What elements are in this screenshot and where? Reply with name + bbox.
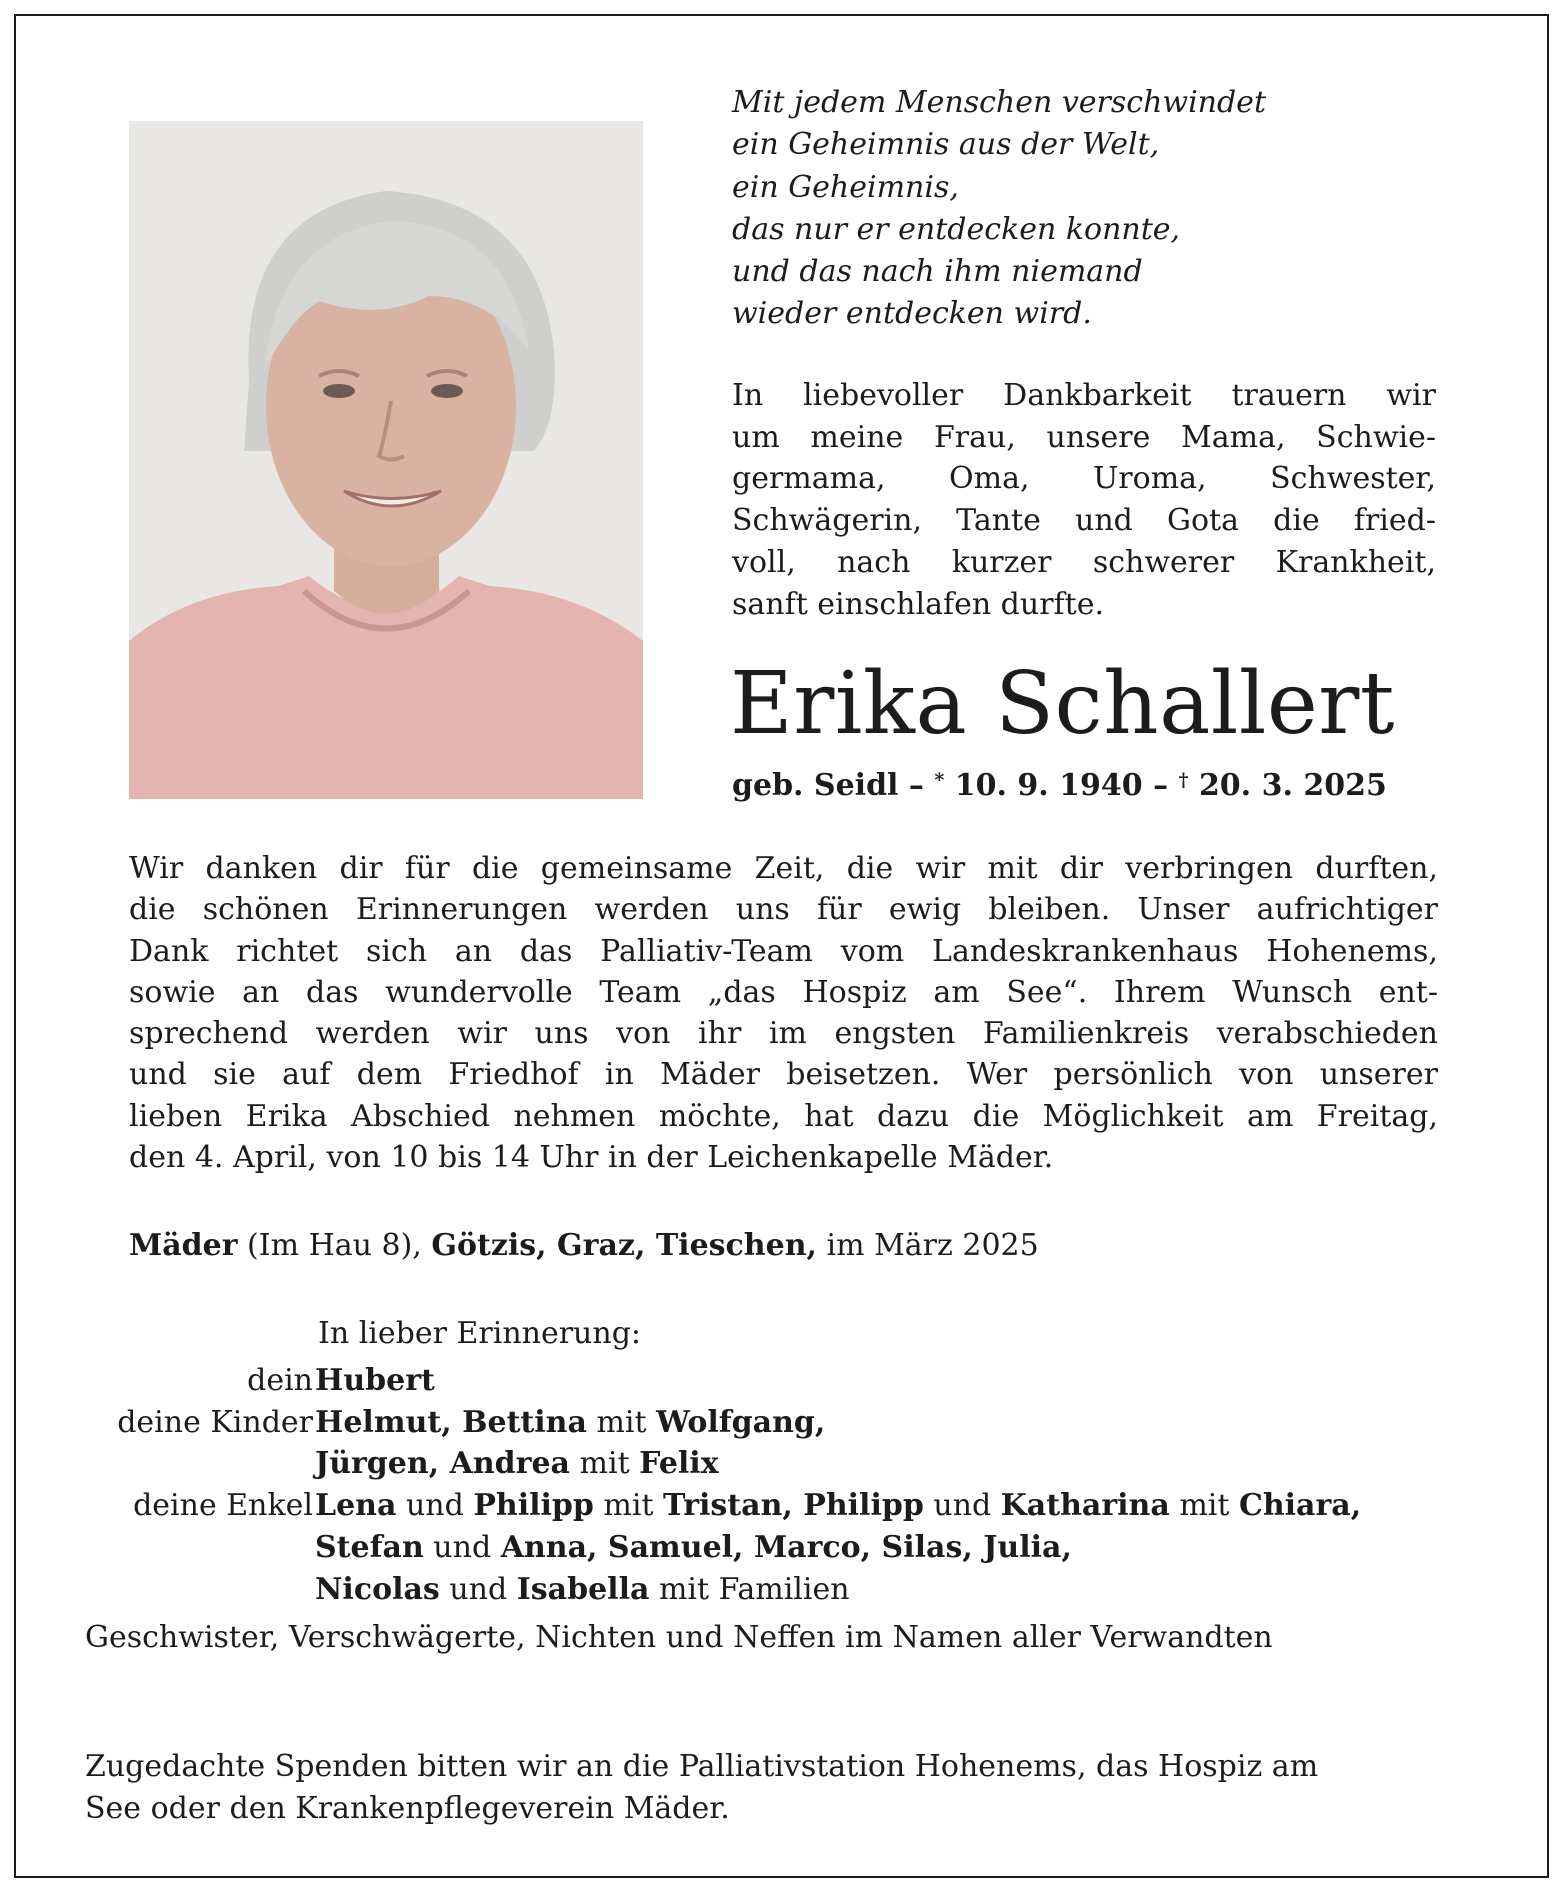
places-line: [129, 1228, 1039, 1263]
family-relation-label: [60, 1527, 315, 1569]
family-member-name: Wolfgang,: [656, 1404, 826, 1440]
intro-line: sanft einschlafen durfte.: [732, 586, 1104, 622]
family-member-name: Nicolas: [315, 1571, 440, 1607]
family-row: [60, 1569, 1361, 1611]
family-list: [60, 1360, 1361, 1610]
donation-note: [85, 1746, 1485, 1829]
family-member-name: Tristan, Philipp: [663, 1488, 924, 1524]
thanks-line: den 4. April, von 10 bis 14 Uhr in der Leichenkapelle Mäder.: [129, 1140, 1054, 1176]
family-relation-label: [60, 1569, 315, 1611]
family-names: [315, 1443, 719, 1485]
donation-line: Zugedachte Spenden bitten wir an die Palliativstation Hohenems, das Hospiz am: [85, 1749, 1319, 1784]
birth-symbol: *: [934, 769, 945, 791]
family-connector: und: [923, 1488, 1001, 1524]
family-relation-label: deine Enkel: [133, 1488, 313, 1524]
birth-name: geb. Seidl –: [732, 768, 924, 803]
poem-line: Mit jedem Menschen verschwindet: [732, 85, 1266, 120]
poem-line: ein Geheimnis,: [732, 169, 959, 205]
family-row: [60, 1402, 1361, 1444]
thanks-line: die schönen Erinnerungen werden uns für ewig bleiben. Unser aufrichtiger: [129, 892, 1438, 928]
family-member-name: Isabella: [516, 1571, 650, 1607]
family-names: [315, 1527, 1072, 1569]
place-town: Mäder: [129, 1228, 238, 1263]
family-member-name: Chiara,: [1238, 1488, 1362, 1524]
family-connector: mit: [569, 1446, 640, 1482]
thanks-paragraph: [129, 848, 1438, 1178]
thanks-line: sprechend werden wir uns von ihr im engsten Familienkreis verabschieden: [129, 1016, 1438, 1052]
portrait-illustration: [129, 121, 643, 799]
poem-line: ein Geheimnis aus der Welt,: [732, 127, 1160, 163]
family-row: [60, 1443, 1361, 1485]
family-row: [60, 1485, 1361, 1527]
family-names: [315, 1402, 825, 1444]
family-row: [60, 1360, 1361, 1402]
family-connector: und: [423, 1529, 501, 1565]
family-connector: mit: [586, 1404, 657, 1440]
thanks-line: lieben Erika Abschied nehmen möchte, hat dazu die Möglichkeit am Freitag,: [129, 1098, 1438, 1134]
family-member-name: Helmut, Bettina: [315, 1404, 587, 1440]
thanks-line: Dank richtet sich an das Palliativ-Team vom Landeskrankenhaus Hohenems,: [129, 933, 1438, 969]
poem: [732, 82, 1372, 336]
relatives-line: Geschwister, Verschwägerte, Nichten und Neffen im Namen aller Verwandten: [85, 1620, 1273, 1655]
birth-date: 10. 9. 1940 –: [954, 768, 1169, 803]
portrait-photo: [129, 121, 643, 799]
family-row: [60, 1527, 1361, 1569]
family-member-name: Jürgen, Andrea: [315, 1446, 570, 1482]
life-dates: [732, 768, 1387, 803]
family-names: [315, 1569, 850, 1611]
family-member-name: Hubert: [315, 1363, 435, 1398]
family-relation-label: deine Kinder: [117, 1404, 313, 1440]
thanks-line: sowie an das wundervolle Team „das Hospiz am See“. Ihrem Wunsch ent-: [129, 974, 1438, 1010]
memory-heading: In lieber Erinnerung:: [318, 1316, 642, 1351]
family-relation-label: [60, 1443, 315, 1485]
family-connector: und: [439, 1571, 517, 1607]
family-member-name: Anna, Samuel, Marco, Silas, Julia,: [500, 1529, 1072, 1565]
family-member-name: Katharina: [1000, 1488, 1170, 1524]
poem-line: und das nach ihm niemand: [732, 254, 1143, 290]
poem-line: das nur er entdecken konnte,: [732, 211, 1181, 247]
death-symbol: †: [1178, 769, 1189, 791]
donation-line: See oder den Krankenpflegeverein Mäder.: [85, 1790, 730, 1826]
family-names: [315, 1360, 435, 1402]
family-member-name: Felix: [639, 1446, 719, 1482]
family-member-name: Stefan: [315, 1529, 424, 1565]
family-names: [315, 1485, 1361, 1527]
family-member-name: Lena: [315, 1488, 397, 1524]
place-address: (Im Hau 8),: [237, 1228, 432, 1263]
family-connector: mit: [1169, 1488, 1239, 1524]
mourning-intro: [732, 375, 1436, 625]
place-date: im März 2025: [816, 1228, 1039, 1263]
intro-line: In liebevoller Dankbarkeit trauern wir: [732, 378, 1436, 413]
deceased-name: Erika Schallert: [730, 654, 1395, 754]
place-others: Götzis, Graz, Tieschen,: [431, 1228, 817, 1263]
family-connector: mit: [593, 1488, 664, 1524]
intro-line: Schwägerin, Tante und Gota die fried-: [732, 503, 1436, 539]
thanks-line: und sie auf dem Friedhof in Mäder beisetzen. Wer persönlich von unserer: [129, 1057, 1438, 1093]
family-relation-label: dein: [247, 1363, 313, 1398]
intro-line: germama, Oma, Uroma, Schwester,: [732, 461, 1436, 497]
intro-line: voll, nach kurzer schwerer Krankheit,: [732, 544, 1436, 580]
thanks-line: Wir danken dir für die gemeinsame Zeit, die wir mit dir verbringen durften,: [129, 851, 1438, 886]
intro-line: um meine Frau, unsere Mama, Schwie-: [732, 419, 1436, 455]
poem-line: wieder entdecken wird.: [732, 296, 1092, 332]
family-connector: mit Familien: [649, 1571, 850, 1607]
family-member-name: Philipp: [473, 1488, 594, 1524]
family-connector: und: [396, 1488, 474, 1524]
death-date: 20. 3. 2025: [1198, 768, 1387, 803]
